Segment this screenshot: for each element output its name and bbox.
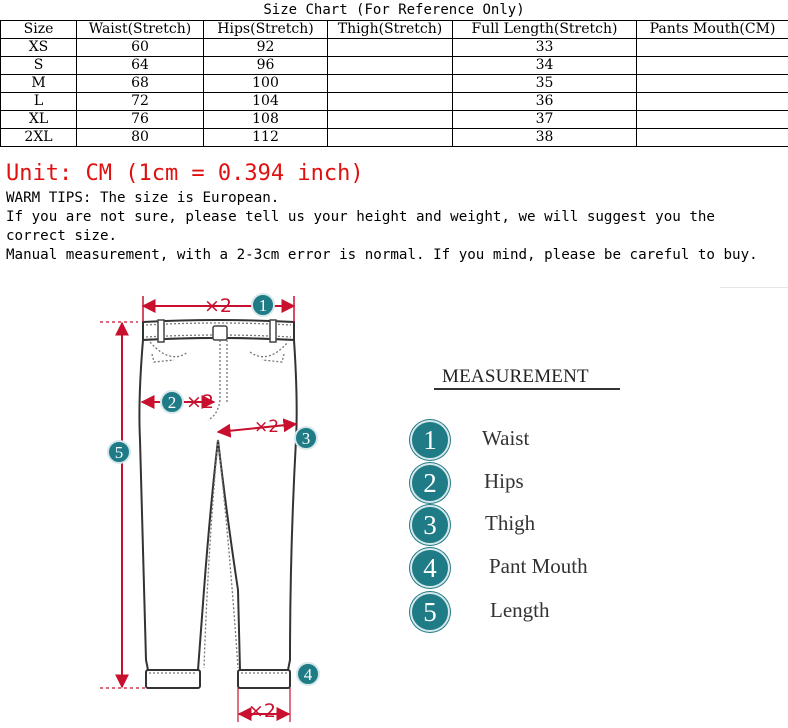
cell-waist: 60: [77, 39, 204, 57]
divider: [720, 287, 788, 288]
number-badge-icon: 4: [410, 548, 450, 588]
cell-thigh: [328, 39, 453, 57]
cell-size: 2XL: [1, 129, 77, 147]
tip-measurement-error: Manual measurement, with a 2-3cm error is normal. If you mind, please be careful to buy.: [6, 247, 758, 263]
pant-mouth-marker: [297, 663, 319, 685]
svg-text:5: 5: [114, 443, 124, 462]
cell-waist: 68: [77, 75, 204, 93]
table-header-row: [1, 21, 788, 39]
waist-marker: [252, 294, 274, 316]
cell-size: L: [1, 93, 77, 111]
table-row: [1, 75, 788, 93]
cell-thigh: [328, 57, 453, 75]
length-marker: [108, 441, 130, 463]
cell-waist: 76: [77, 111, 204, 129]
cell-size: XL: [1, 111, 77, 129]
svg-text:3: 3: [301, 429, 311, 448]
table-row: [1, 93, 788, 111]
unit-note: Unit: CM (1cm = 0.394 inch): [6, 161, 364, 186]
number-badge-icon: 1: [410, 420, 450, 460]
number-badge-icon: 5: [410, 592, 450, 632]
cell-full-length: 38: [453, 129, 637, 147]
cell-pants-mouth: [637, 93, 788, 111]
size-chart-title: Size Chart (For Reference Only): [263, 2, 525, 18]
cell-full-length: 36: [453, 93, 637, 111]
cell-thigh: [328, 129, 453, 147]
warm-tips: [6, 189, 782, 265]
measurement-label: Waist: [482, 426, 530, 450]
header-waist: Waist(Stretch): [77, 21, 204, 39]
cell-hips: 92: [204, 39, 328, 57]
table-row: [1, 57, 788, 75]
thigh-times-label: ×2: [254, 417, 280, 437]
header-size: Size: [1, 21, 77, 39]
number-badge-icon: 2: [410, 463, 450, 503]
cell-full-length: 35: [453, 75, 637, 93]
measurement-title: MEASUREMENT: [442, 366, 589, 387]
table-row: [1, 129, 788, 147]
tip-european: WARM TIPS: The size is European.: [6, 190, 280, 206]
waist-times-label: ×2: [204, 295, 233, 317]
header-pants-mouth: Pants Mouth(CM): [637, 21, 788, 39]
cell-pants-mouth: [637, 75, 788, 93]
table-row: [1, 111, 788, 129]
hips-marker: [161, 391, 183, 413]
cell-full-length: 33: [453, 39, 637, 57]
cell-pants-mouth: [637, 111, 788, 129]
header-thigh: Thigh(Stretch): [328, 21, 453, 39]
cell-size: S: [1, 57, 77, 75]
cell-waist: 64: [77, 57, 204, 75]
cell-pants-mouth: [637, 129, 788, 147]
number-badge-icon: 3: [410, 505, 450, 545]
pants-outline: [139, 320, 296, 688]
cell-thigh: [328, 93, 453, 111]
cell-hips: 96: [204, 57, 328, 75]
pants-measurement-diagram: [100, 290, 340, 728]
svg-text:4: 4: [303, 665, 313, 684]
measurement-title-underline: [434, 388, 620, 390]
measurement-label: Thigh: [485, 511, 536, 535]
cell-size: XS: [1, 39, 77, 57]
size-chart-table: [0, 20, 788, 147]
thigh-marker: [295, 427, 317, 449]
header-hips: Hips(Stretch): [204, 21, 328, 39]
table-row: [1, 39, 788, 57]
svg-text:2: 2: [167, 393, 177, 412]
cell-pants-mouth: [637, 39, 788, 57]
cell-waist: 72: [77, 93, 204, 111]
svg-text:1: 1: [258, 296, 268, 315]
cell-hips: 108: [204, 111, 328, 129]
measurement-label: Length: [490, 598, 550, 622]
cell-thigh: [328, 111, 453, 129]
header-full-length: Full Length(Stretch): [453, 21, 637, 39]
cell-full-length: 34: [453, 57, 637, 75]
hips-times-label: ×2: [186, 391, 215, 413]
measurement-label: Hips: [484, 469, 524, 493]
cell-hips: 100: [204, 75, 328, 93]
cell-waist: 80: [77, 129, 204, 147]
cell-hips: 104: [204, 93, 328, 111]
cell-hips: 112: [204, 129, 328, 147]
cell-thigh: [328, 75, 453, 93]
cell-size: M: [1, 75, 77, 93]
tip-suggest-size: If you are not sure, please tell us your height and weight, we will suggest you the correct size.: [6, 209, 715, 244]
cell-pants-mouth: [637, 57, 788, 75]
cell-full-length: 37: [453, 111, 637, 129]
measurement-label: Pant Mouth: [489, 554, 588, 578]
mouth-times-label: ×2: [248, 700, 277, 722]
